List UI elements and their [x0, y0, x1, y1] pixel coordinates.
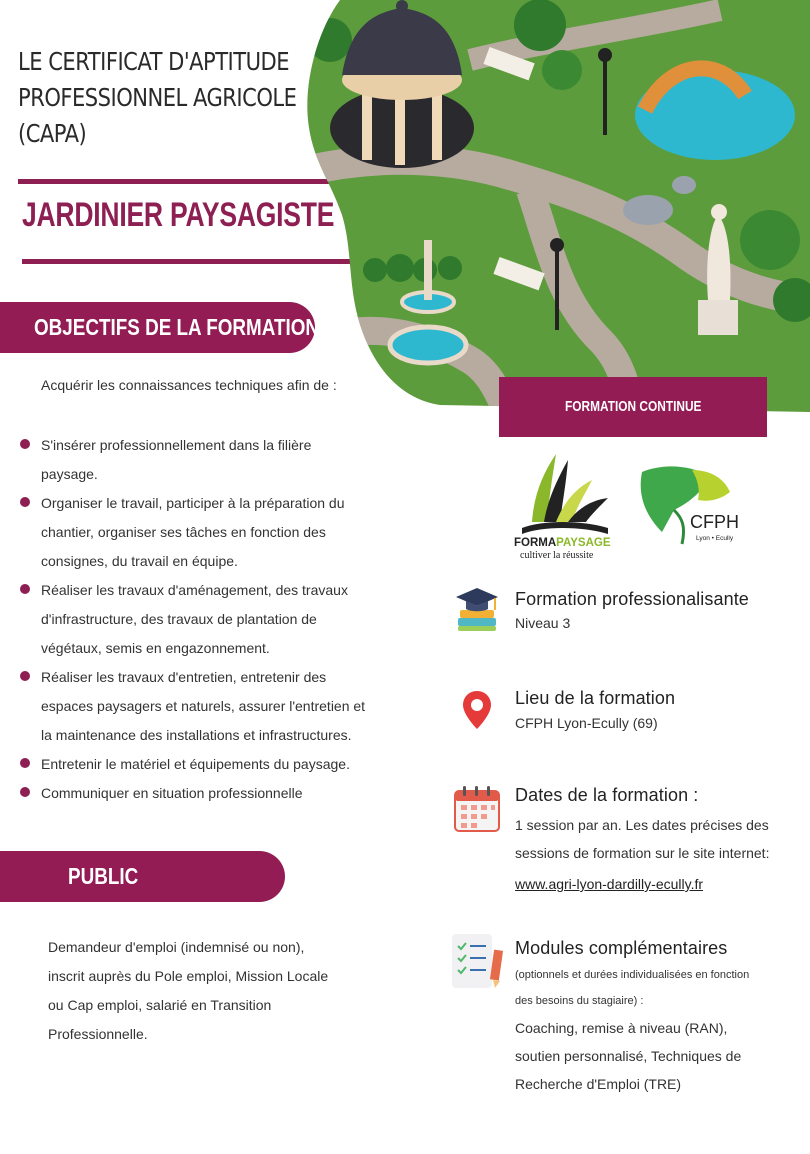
graduation-books-icon — [455, 584, 499, 632]
info-formation-pro — [515, 589, 790, 637]
objectifs-intro: Acquérir les connaissances techniques afin de : — [41, 377, 337, 393]
list-item: Réaliser les travaux d'aménagement, des travaux d'infrastructure, des travaux de plantation de végétaux, semis en engazonnement. — [20, 576, 380, 663]
formation-continue-label: FORMATION CONTINUE — [564, 399, 702, 415]
list-item: Entretenir le matériel et équipements du paysage. — [20, 750, 380, 779]
title-divider-top — [18, 179, 348, 184]
objectifs-banner — [0, 302, 320, 353]
objectifs-list — [20, 431, 380, 808]
bullet-icon — [20, 584, 30, 594]
cfph-subtext: Lyon • Ecully — [696, 535, 734, 542]
dates-title: Dates de la formation : — [515, 785, 699, 805]
modules-note-1: (optionnels et durées individualisées en fonction — [515, 969, 750, 981]
formation-continue-banner — [499, 377, 767, 437]
modules-text-2: soutien personnalisé, Techniques de — [515, 1048, 742, 1064]
modules-text-3: Recherche d'Emploi (TRE) — [515, 1076, 682, 1092]
modules-text-1: Coaching, remise à niveau (RAN), — [515, 1020, 728, 1036]
dates-text-1: 1 session par an. Les dates précises des — [515, 817, 769, 833]
svg-text:FORMAPAYSAGE — [514, 537, 611, 549]
objectifs-heading: OBJECTIFS DE LA FORMATION — [34, 314, 320, 340]
location-pin-icon — [462, 690, 492, 730]
paysage-text: PAYSAGE — [556, 537, 611, 549]
formation-pro-title: Formation professionalisante — [515, 589, 749, 609]
title-line-1: LE CERTIFICAT D'APTITUDE — [18, 47, 290, 76]
bullet-icon — [20, 497, 30, 507]
forma-tagline: cultiver la réussite — [520, 550, 594, 561]
bullet-icon — [20, 439, 30, 449]
info-dates — [515, 785, 790, 898]
list-item: Communiquer en situation professionnelle — [20, 779, 380, 808]
info-lieu — [515, 688, 790, 737]
website-link[interactable]: www.agri-lyon-dardilly-ecully.fr — [515, 876, 704, 892]
calendar-icon — [453, 785, 501, 833]
dates-text-2: sessions de formation sur le site internet: — [515, 845, 770, 861]
public-banner — [0, 851, 285, 902]
checklist-pencil-icon — [450, 932, 506, 990]
public-heading: PUBLIC — [68, 863, 139, 889]
document-title — [18, 44, 297, 152]
list-item: S'insérer professionnellement dans la filière paysage. — [20, 431, 380, 489]
bullet-icon — [20, 671, 30, 681]
lieu-text: CFPH Lyon-Ecully (69) — [515, 715, 658, 731]
modules-title: Modules complémentaires — [515, 938, 728, 958]
info-modules — [515, 938, 790, 1098]
public-description: Demandeur d'emploi (indemnisé ou non), inscrit auprès du Pole emploi, Mission Locale ou Cap emploi, salarié en Transition Professionnelle. — [48, 939, 329, 1042]
list-item: Organiser le travail, participer à la préparation du chantier, organiser ses tâches en fonction des consignes, du travail en équipe. — [20, 489, 380, 576]
cfph-logo — [632, 462, 744, 550]
garden-illustration — [300, 0, 810, 412]
cfph-text: CFPH — [690, 512, 739, 532]
list-item: Réaliser les travaux d'entretien, entretenir des espaces paysagers et naturels, assurer l'entretien et la maintenance des installations et infrastructures. — [20, 663, 380, 750]
formapaysage-logo — [512, 450, 612, 562]
forma-text: FORMA — [514, 537, 557, 549]
modules-note-2: des besoins du stagiaire) : — [515, 995, 644, 1007]
lieu-title: Lieu de la formation — [515, 688, 676, 708]
bullet-icon — [20, 787, 30, 797]
title-line-2: PROFESSIONNEL AGRICOLE — [18, 83, 297, 112]
job-title: JARDINIER PAYSAGISTE — [22, 196, 335, 234]
bullet-icon — [20, 758, 30, 768]
title-line-3: (CAPA) — [18, 119, 87, 148]
formation-pro-level: Niveau 3 — [515, 615, 571, 631]
